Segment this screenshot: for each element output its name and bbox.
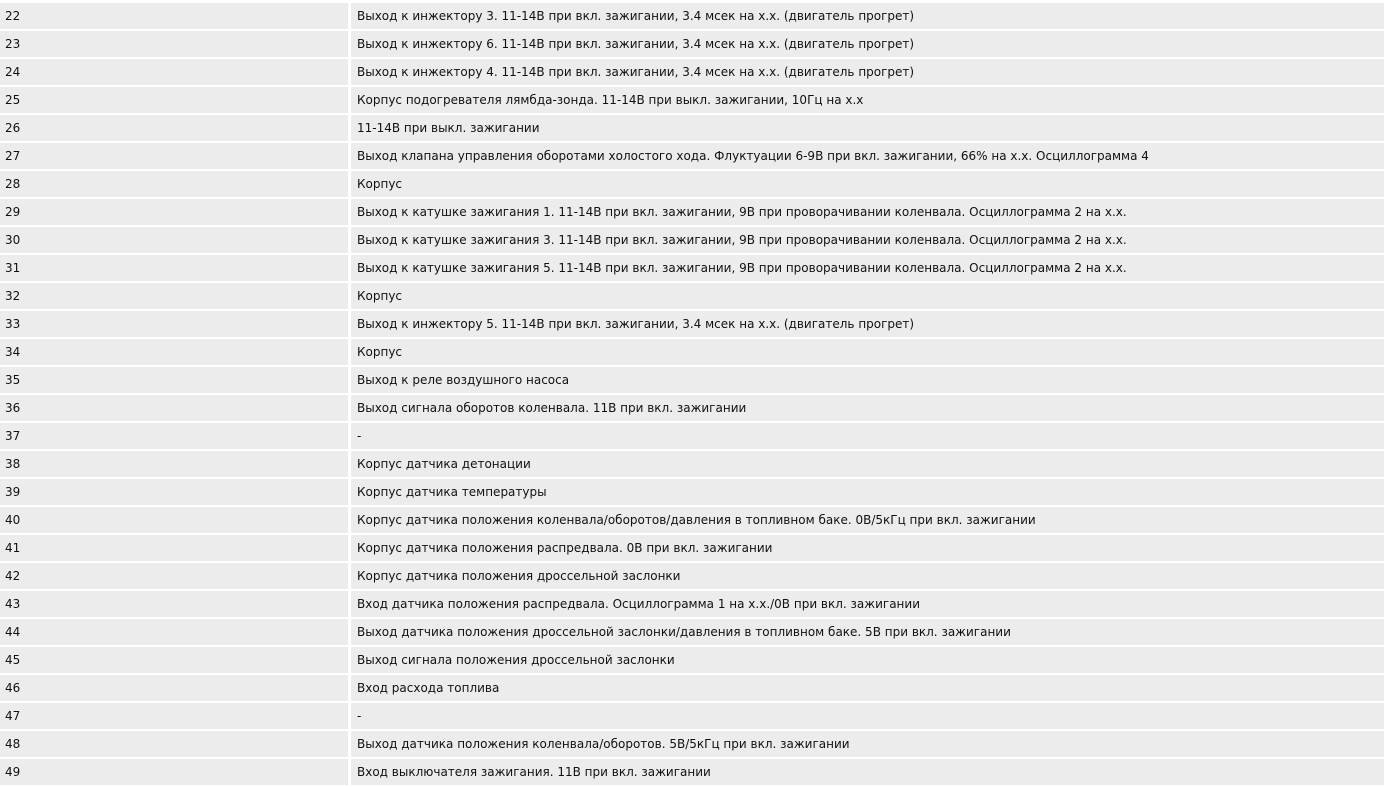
table-row <box>0 255 1384 283</box>
table-row <box>0 731 1384 759</box>
pin-description-cell: Выход сигнала оборотов коленвала. 11В при вкл. зажигании <box>351 395 1384 423</box>
table-row <box>0 199 1384 227</box>
table-row <box>0 227 1384 255</box>
pin-number-cell: 34 <box>0 339 351 367</box>
pin-description-cell: Выход к инжектору 4. 11-14В при вкл. зажигании, 3.4 мсек на х.х. (двигатель прогрет) <box>351 59 1384 87</box>
table-row <box>0 759 1384 787</box>
pin-number-cell: 23 <box>0 31 351 59</box>
pin-number-cell: 29 <box>0 199 351 227</box>
pin-description-cell: Вход датчика положения распредвала. Осциллограмма 1 на х.х./0В при вкл. зажигании <box>351 591 1384 619</box>
pin-number-cell: 28 <box>0 171 351 199</box>
table-row <box>0 171 1384 199</box>
pin-number-cell: 39 <box>0 479 351 507</box>
pin-number-cell: 37 <box>0 423 351 451</box>
table-row <box>0 703 1384 731</box>
table-row <box>0 395 1384 423</box>
pin-number-cell: 43 <box>0 591 351 619</box>
table-row <box>0 3 1384 31</box>
pin-description-cell: Корпус датчика положения распредвала. 0В при вкл. зажигании <box>351 535 1384 563</box>
pin-number-cell: 33 <box>0 311 351 339</box>
table-row <box>0 591 1384 619</box>
pin-description-cell: - <box>351 423 1384 451</box>
pin-description-cell: Выход к инжектору 5. 11-14В при вкл. зажигании, 3.4 мсек на х.х. (двигатель прогрет) <box>351 311 1384 339</box>
pin-number-cell: 36 <box>0 395 351 423</box>
table-row <box>0 367 1384 395</box>
pin-description-cell: Выход к инжектору 6. 11-14В при вкл. зажигании, 3.4 мсек на х.х. (двигатель прогрет) <box>351 31 1384 59</box>
pin-number-cell: 45 <box>0 647 351 675</box>
table-row <box>0 563 1384 591</box>
table-row <box>0 339 1384 367</box>
pin-number-cell: 49 <box>0 759 351 787</box>
pin-number-cell: 44 <box>0 619 351 647</box>
table-row <box>0 143 1384 171</box>
table-row <box>0 311 1384 339</box>
table-row <box>0 451 1384 479</box>
table-row <box>0 647 1384 675</box>
pin-description-cell: Выход к реле воздушного насоса <box>351 367 1384 395</box>
pin-number-cell: 25 <box>0 87 351 115</box>
table-row <box>0 87 1384 115</box>
table-row <box>0 31 1384 59</box>
pinout-table-body <box>0 3 1384 787</box>
pinout-table <box>0 3 1384 787</box>
pin-description-cell: Выход к катушке зажигания 1. 11-14В при вкл. зажигании, 9В при проворачивании коленвала. Осциллограмма 2 на х.х. <box>351 199 1384 227</box>
pin-description-cell: Корпус <box>351 339 1384 367</box>
table-row <box>0 59 1384 87</box>
pin-description-cell: Выход к инжектору 3. 11-14В при вкл. зажигании, 3.4 мсек на х.х. (двигатель прогрет) <box>351 3 1384 31</box>
pin-number-cell: 26 <box>0 115 351 143</box>
table-row <box>0 535 1384 563</box>
table-row <box>0 675 1384 703</box>
pin-description-cell: Корпус подогревателя лямбда-зонда. 11-14В при выкл. зажигании, 10Гц на х.х <box>351 87 1384 115</box>
pin-number-cell: 40 <box>0 507 351 535</box>
pin-description-cell: Выход сигнала положения дроссельной заслонки <box>351 647 1384 675</box>
table-row <box>0 479 1384 507</box>
pin-description-cell: Вход расхода топлива <box>351 675 1384 703</box>
pin-number-cell: 27 <box>0 143 351 171</box>
pin-description-cell: Корпус датчика положения дроссельной заслонки <box>351 563 1384 591</box>
pin-number-cell: 46 <box>0 675 351 703</box>
pin-description-cell: Выход к катушке зажигания 3. 11-14В при вкл. зажигании, 9В при проворачивании коленвала. Осциллограмма 2 на х.х. <box>351 227 1384 255</box>
pin-description-cell: Корпус датчика положения коленвала/оборотов/давления в топливном баке. 0В/5кГц при вкл. зажигании <box>351 507 1384 535</box>
pin-number-cell: 38 <box>0 451 351 479</box>
table-row <box>0 283 1384 311</box>
pin-description-cell: Корпус <box>351 171 1384 199</box>
pin-description-cell: Корпус <box>351 283 1384 311</box>
pin-number-cell: 31 <box>0 255 351 283</box>
table-row <box>0 423 1384 451</box>
pin-number-cell: 24 <box>0 59 351 87</box>
pin-description-cell: Вход выключателя зажигания. 11В при вкл. зажигании <box>351 759 1384 787</box>
pin-number-cell: 22 <box>0 3 351 31</box>
pin-number-cell: 32 <box>0 283 351 311</box>
pin-description-cell: Выход датчика положения коленвала/оборотов. 5В/5кГц при вкл. зажигании <box>351 731 1384 759</box>
pin-description-cell: Выход клапана управления оборотами холостого хода. Флуктуации 6-9В при вкл. зажигании, 66% на х.х. Осциллограмма 4 <box>351 143 1384 171</box>
pin-number-cell: 47 <box>0 703 351 731</box>
pin-number-cell: 35 <box>0 367 351 395</box>
pin-description-cell: - <box>351 703 1384 731</box>
table-row <box>0 619 1384 647</box>
pin-description-cell: Выход к катушке зажигания 5. 11-14В при вкл. зажигании, 9В при проворачивании коленвала. Осциллограмма 2 на х.х. <box>351 255 1384 283</box>
pin-number-cell: 41 <box>0 535 351 563</box>
pin-number-cell: 30 <box>0 227 351 255</box>
pin-number-cell: 48 <box>0 731 351 759</box>
pin-number-cell: 42 <box>0 563 351 591</box>
table-row <box>0 507 1384 535</box>
pin-description-cell: 11-14В при выкл. зажигании <box>351 115 1384 143</box>
pin-description-cell: Корпус датчика температуры <box>351 479 1384 507</box>
table-row <box>0 115 1384 143</box>
pin-description-cell: Выход датчика положения дроссельной заслонки/давления в топливном баке. 5В при вкл. зажигании <box>351 619 1384 647</box>
pin-description-cell: Корпус датчика детонации <box>351 451 1384 479</box>
